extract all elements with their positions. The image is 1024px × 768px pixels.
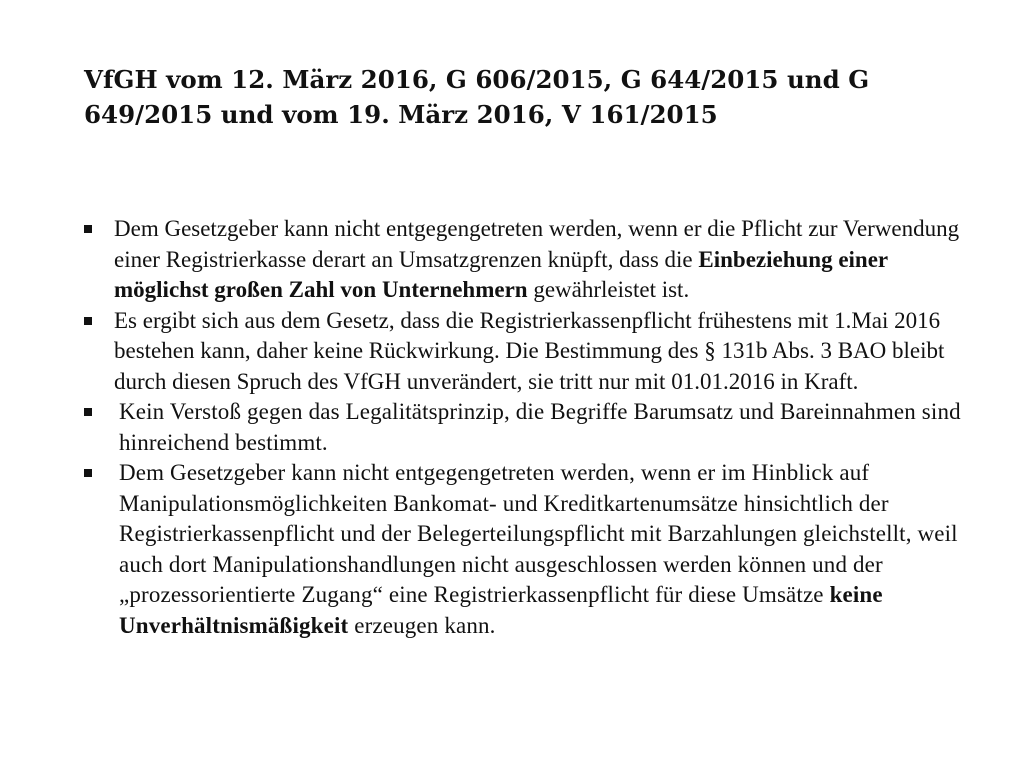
slide-title: VfGH vom 12. März 2016, G 606/2015, G 644/2015 und G 649/2015 und vom 19. März 2016, V 161/2015 xyxy=(84,65,870,129)
bullet-text-bold: Einbeziehung einer möglichst großen Zahl von Unternehmern xyxy=(114,246,888,302)
bullet-text: Es ergibt sich aus dem Gesetz, dass die Registrierkassenpflicht frühestens mit 1.Mai 2016 bestehen kann, daher keine Rückwirkung. Die Bestimmung des § 131b Abs. 3 BAO bleibt durch diesen Spruch des VfGH unverändert, sie tritt nur mit 01.01.2016 in Kraft. xyxy=(114,307,945,394)
bullet-text-regular: erzeugen kann. xyxy=(348,612,496,638)
bullet-text-regular: Dem Gesetzgeber kann nicht entgegengetreten werden, wenn er die Pflicht zur Verwendung einer Registrierkasse derart an Umsatzgrenzen knüpft, dass die xyxy=(114,216,960,272)
bullet-text xyxy=(84,458,964,641)
bullet-item xyxy=(84,458,964,641)
bullet-text xyxy=(84,214,964,306)
square-bullet-icon xyxy=(84,317,92,325)
square-bullet-icon xyxy=(84,225,92,233)
bullet-text-bold: keine Unverhältnismäßigkeit xyxy=(119,582,883,638)
bullet-item xyxy=(84,397,964,458)
bullet-text-regular: gewährleistet ist. xyxy=(527,277,690,302)
square-bullet-icon xyxy=(84,408,92,416)
bullet-text-regular: Dem Gesetzgeber kann nicht entgegengetreten werden, wenn er im Hinblick auf Manipulationsmöglichkeiten Bankomat- und Kreditkartenumsätze hinsichtlich der Registrierkassenpflicht und der Belegerteilungspflicht mit Barzahlungen gleichstellt, weil auch dort Manipulationshandlungen nicht ausgeschlossen werden können und der „prozessorientierte Zugang“ eine Registrierkassenpflicht für diese Umsätze xyxy=(119,460,958,607)
bullet-text: Kein Verstoß gegen das Legalitätsprinzip, die Begriffe Barumsatz und Bareinnahmen sind hinreichend bestimmt. xyxy=(119,399,961,455)
bullet-item xyxy=(84,214,964,306)
bullet-list xyxy=(84,214,964,641)
bullet-item xyxy=(84,306,964,398)
square-bullet-icon xyxy=(84,469,92,477)
